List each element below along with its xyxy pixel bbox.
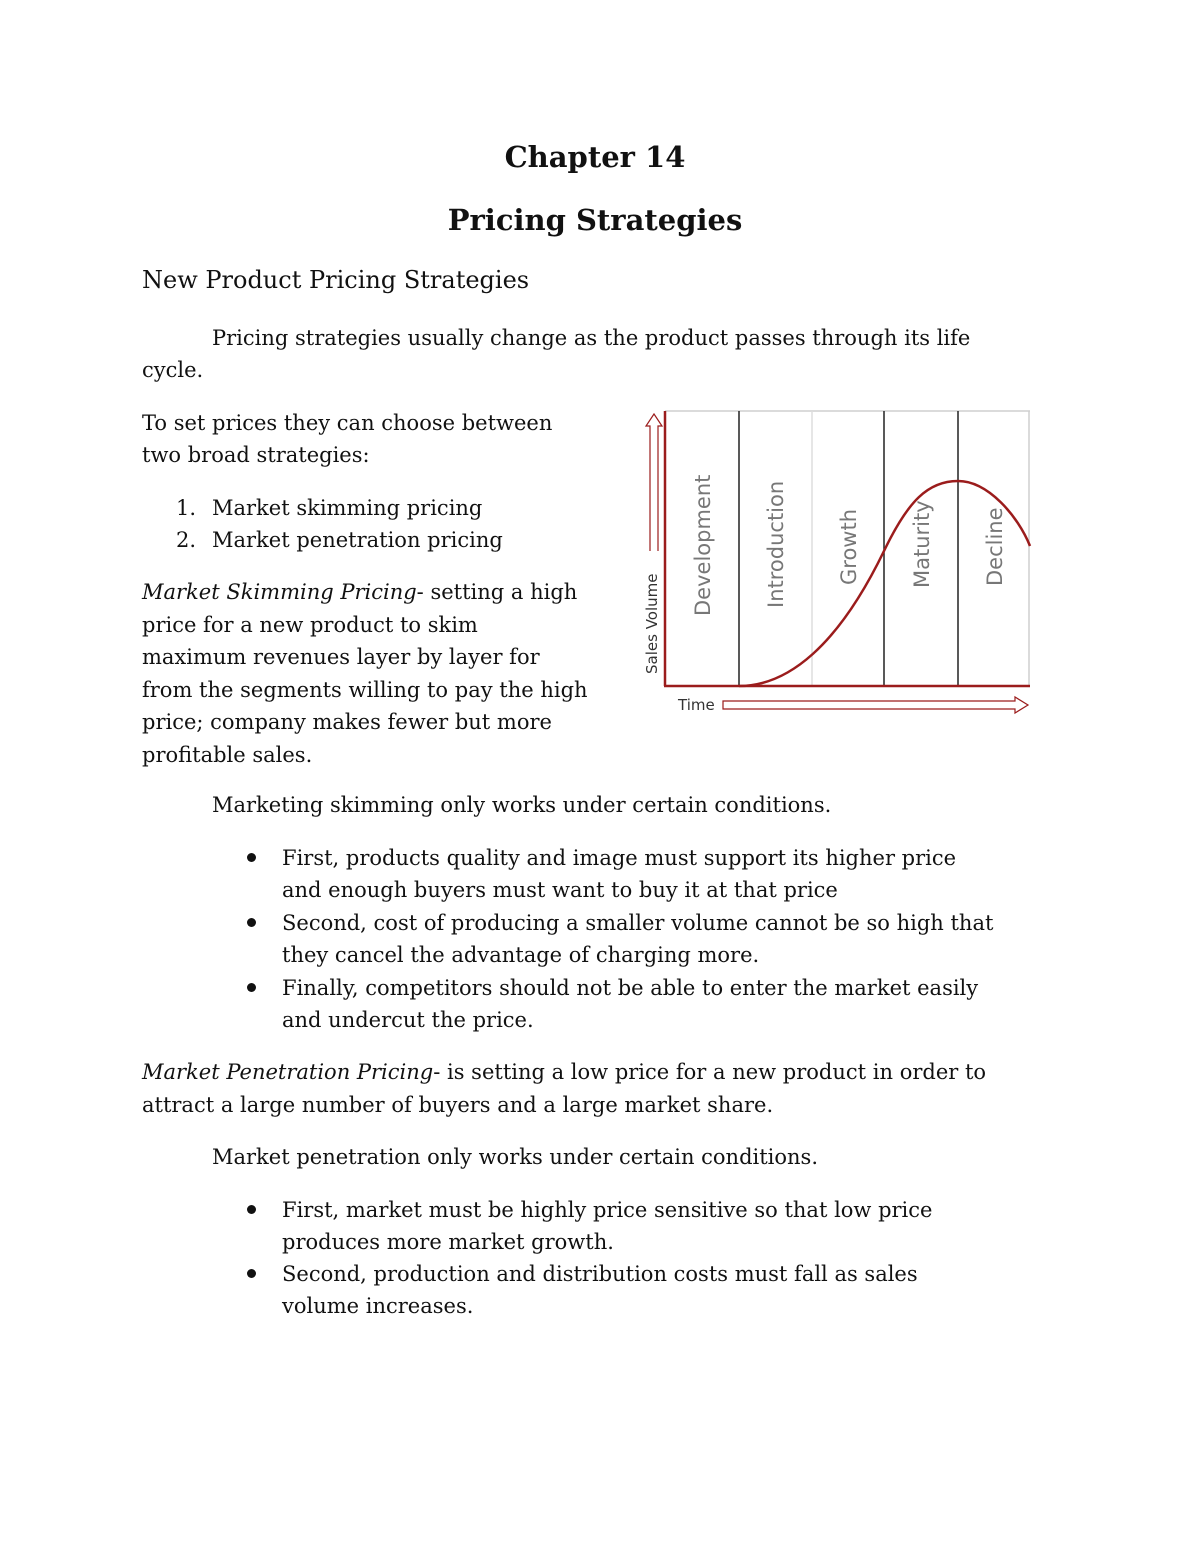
skim-definition-line: price for a new product to skim — [142, 613, 478, 637]
list-item: First, products quality and image must support its higher price — [282, 846, 957, 870]
list-item: First, market must be highly price sensitive so that low price — [282, 1198, 933, 1222]
skim-term: Market Skimming Pricing — [142, 580, 417, 604]
skim-definition-line-1 — [142, 576, 577, 609]
skim-def-text: - setting a high — [416, 580, 578, 604]
stage-label-introduction: Introduction — [764, 480, 788, 608]
bullet-icon — [247, 1205, 256, 1214]
bullet-icon — [247, 1269, 256, 1278]
stage-label-development: Development — [691, 474, 715, 616]
intro-line-1: Pricing strategies usually change as the product passes through its life — [212, 326, 971, 350]
stage-label-maturity: Maturity — [910, 500, 934, 588]
life-cycle-diagram — [638, 406, 1038, 722]
list-item: Second, cost of producing a smaller volume cannot be so high that — [282, 911, 994, 935]
skim-conditions-intro: Marketing skimming only works under certain conditions. — [212, 793, 832, 817]
chapter-heading: Chapter 14 — [504, 140, 686, 174]
choose-line-1: To set prices they can choose between — [142, 411, 553, 435]
list-item: Market skimming pricing — [212, 496, 483, 520]
penetration-def-text: - is setting a low price for a new product in order to — [433, 1060, 987, 1084]
y-arrow — [646, 414, 662, 551]
product-life-cycle-figure — [638, 406, 1038, 722]
list-item-continuation: and undercut the price. — [282, 1008, 534, 1032]
skim-definition-line: maximum revenues layer by layer for — [142, 645, 540, 669]
skim-definition-line: profitable sales. — [142, 743, 313, 767]
stage-label-decline: Decline — [983, 507, 1007, 586]
intro-line-2: cycle. — [142, 358, 204, 382]
x-arrow — [723, 697, 1028, 713]
penetration-definition-line-2: attract a large number of buyers and a large market share. — [142, 1093, 774, 1117]
penetration-term: Market Penetration Pricing — [142, 1060, 434, 1084]
list-item: Second, production and distribution costs must fall as sales — [282, 1262, 918, 1286]
list-number: 1. — [176, 496, 197, 520]
bullet-icon — [247, 983, 256, 992]
list-item: Finally, competitors should not be able to enter the market easily — [282, 976, 979, 1000]
document-title: Pricing Strategies — [447, 203, 743, 237]
choose-line-2: two broad strategies: — [142, 443, 370, 467]
penetration-conditions-intro: Market penetration only works under certain conditions. — [212, 1145, 819, 1169]
list-item-continuation: volume increases. — [282, 1294, 474, 1318]
list-item-continuation: and enough buyers must want to buy it at that price — [282, 878, 838, 902]
list-item: Market penetration pricing — [212, 528, 503, 552]
y-axis-label: Sales Volume — [643, 573, 661, 674]
list-item-continuation: produces more market growth. — [282, 1230, 614, 1254]
list-item-continuation: they cancel the advantage of charging more. — [282, 943, 760, 967]
skim-definition-line: price; company makes fewer but more — [142, 710, 552, 734]
penetration-definition-line-1 — [142, 1056, 986, 1089]
skim-definition-line: from the segments willing to pay the high — [142, 678, 588, 702]
list-number: 2. — [176, 528, 197, 552]
stage-label-growth: Growth — [837, 508, 861, 585]
bullet-icon — [247, 853, 256, 862]
x-axis-label: Time — [678, 696, 715, 714]
section-heading: New Product Pricing Strategies — [142, 266, 530, 294]
bullet-icon — [247, 918, 256, 927]
